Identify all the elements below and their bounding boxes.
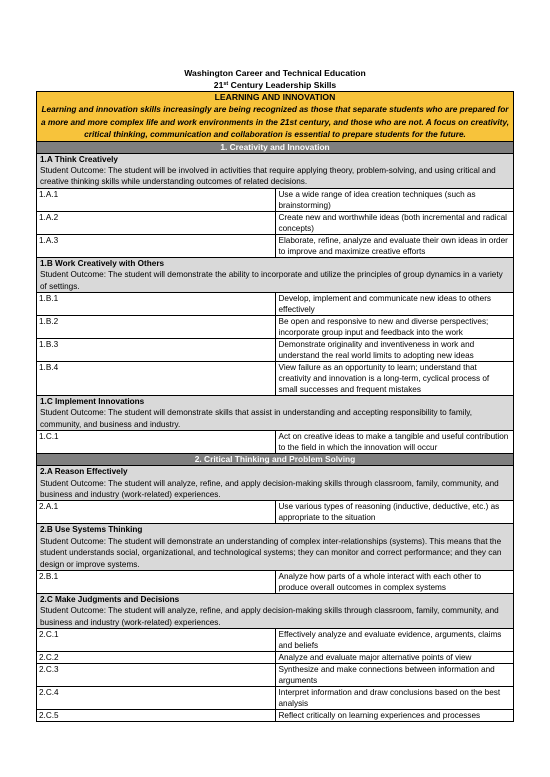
- subsection-title: 2.B Use Systems Thinking: [40, 525, 143, 535]
- skill-description: Demonstrate originality and inventiveness in work and understand the real world limits to adopting new ideas: [275, 338, 514, 361]
- skill-row: [37, 315, 514, 338]
- skill-description: Interpret information and draw conclusions based on the best analysis: [275, 687, 514, 710]
- skill-code: 2.C.2: [37, 652, 276, 664]
- skill-row: [37, 652, 514, 664]
- header-line-1: Washington Career and Technical Education: [184, 68, 366, 78]
- subsection-row: [37, 153, 514, 188]
- skill-description: Act on creative ideas to make a tangible and useful contribution to the field in which the innovation will occur: [275, 431, 514, 454]
- skill-row: [37, 292, 514, 315]
- skill-description: Effectively analyze and evaluate evidence, arguments, claims and beliefs: [275, 629, 514, 652]
- subsection-row: [37, 524, 514, 571]
- skill-code: 2.C.1: [37, 629, 276, 652]
- skill-code: 1.C.1: [37, 431, 276, 454]
- student-outcome: Student Outcome: The student will analyze, refine, and apply decision-making skills through classroom, family, community, and business and industry (work-related) experiences.: [40, 478, 499, 499]
- skill-description: Analyze and evaluate major alternative points of view: [275, 652, 514, 664]
- section-title: 1. Creativity and Innovation: [37, 141, 514, 153]
- subsection-row: [37, 466, 514, 501]
- student-outcome: Student Outcome: The student will demonstrate skills that assist in understanding and accepting responsibility to family, community, and business and industry.: [40, 408, 473, 429]
- skill-row: [37, 338, 514, 361]
- subsection-cell: [37, 524, 514, 571]
- skill-code: 1.B.4: [37, 361, 276, 395]
- student-outcome: Student Outcome: The student will demonstrate an understanding of complex inter-relationships (systems). This means that the student understands social, organizational, and technological systems; they can monitor and correct performance; and they can design or improve systems.: [40, 536, 502, 569]
- section-row: [37, 454, 514, 466]
- skill-code: 2.B.1: [37, 571, 276, 594]
- header-line-2: [0, 79, 550, 91]
- subsection-row: [37, 257, 514, 292]
- skill-code: 1.A.2: [37, 211, 276, 234]
- skill-description: Reflect critically on learning experiences and processes: [275, 710, 514, 722]
- skill-row: [37, 664, 514, 687]
- subsection-cell: [37, 466, 514, 501]
- intro-cell: [37, 92, 514, 142]
- skills-table: [36, 91, 514, 722]
- section-title: 2. Critical Thinking and Problem Solving: [37, 454, 514, 466]
- student-outcome: Student Outcome: The student will analyze, refine, and apply decision-making skills through classroom, family, community, and business and industry (work-related) experiences.: [40, 606, 499, 627]
- header-line-2-superscript: st: [223, 81, 229, 87]
- skill-row: [37, 501, 514, 524]
- subsection-row: [37, 395, 514, 430]
- skill-code: 2.A.1: [37, 501, 276, 524]
- skill-code: 1.B.1: [37, 292, 276, 315]
- subsection-cell: [37, 153, 514, 188]
- skill-description: Use various types of reasoning (inductive, deductive, etc.) as appropriate to the situation: [275, 501, 514, 524]
- subsection-cell: [37, 395, 514, 430]
- skill-row: [37, 687, 514, 710]
- skill-row: [37, 431, 514, 454]
- skill-row: [37, 710, 514, 722]
- subsection-title: 1.B Work Creatively with Others: [40, 258, 165, 268]
- header-line-2-text: Century Leadership Skills: [228, 80, 337, 90]
- skill-description: Synthesize and make connections between information and arguments: [275, 664, 514, 687]
- subsection-cell: [37, 257, 514, 292]
- skill-code: 2.C.3: [37, 664, 276, 687]
- intro-row: [37, 92, 514, 142]
- skill-code: 1.B.2: [37, 315, 276, 338]
- skill-description: Elaborate, refine, analyze and evaluate their own ideas in order to improve and maximize creative efforts: [275, 234, 514, 257]
- intro-text: Learning and innovation skills increasingly are being recognized as those that separate students who are prepared for a more and more complex life and work environments in the 21st century, and those who are not. A focus on creativity, critical thinking, communication and collaboration is essential to prepare students for the future.: [40, 104, 510, 139]
- skill-code: 2.C.4: [37, 687, 276, 710]
- skill-row: [37, 571, 514, 594]
- skill-code: 2.C.5: [37, 710, 276, 722]
- skill-description: Develop, implement and communicate new ideas to others effectively: [275, 292, 514, 315]
- skill-code: 1.B.3: [37, 338, 276, 361]
- document-header: [0, 68, 550, 91]
- student-outcome: Student Outcome: The student will be involved in activities that require applying theory, problem-solving, and using critical and creative thinking skills while understanding outcomes of related decisions.: [40, 165, 496, 187]
- skill-row: [37, 211, 514, 234]
- subsection-title: 2.C Make Judgments and Decisions: [40, 595, 180, 604]
- header-line-2-number: 21: [213, 80, 224, 90]
- skill-description: Create new and worthwhile ideas (both incremental and radical concepts): [275, 211, 514, 234]
- skill-code: 1.A.1: [37, 188, 276, 211]
- intro-title: LEARNING AND INNOVATION: [214, 92, 336, 102]
- skill-row: [37, 629, 514, 652]
- subsection-title: 1.C Implement Innovations: [40, 396, 145, 406]
- subsection-title: 2.A Reason Effectively: [40, 467, 128, 477]
- subsection-row: [37, 594, 514, 629]
- skill-code: 1.A.3: [37, 234, 276, 257]
- skill-description: Be open and responsive to new and diverse perspectives; incorporate group input and feedback into the work: [275, 315, 514, 338]
- skill-description: Analyze how parts of a whole interact with each other to produce overall outcomes in complex systems: [275, 571, 514, 594]
- student-outcome: Student Outcome: The student will demonstrate the ability to incorporate and utilize the principles of group dynamics in a variety of settings.: [40, 270, 503, 291]
- skill-row: [37, 361, 514, 395]
- subsection-title: 1.A Think Creatively: [40, 154, 118, 164]
- skill-description: View failure as an opportunity to learn; understand that creativity and innovation is a long-term, cyclical process of small successes and frequent mistakes: [275, 361, 514, 395]
- subsection-cell: [37, 594, 514, 629]
- section-row: [37, 141, 514, 153]
- skill-description: Use a wide range of idea creation techniques (such as brainstorming): [275, 188, 514, 211]
- skill-row: [37, 234, 514, 257]
- skill-row: [37, 188, 514, 211]
